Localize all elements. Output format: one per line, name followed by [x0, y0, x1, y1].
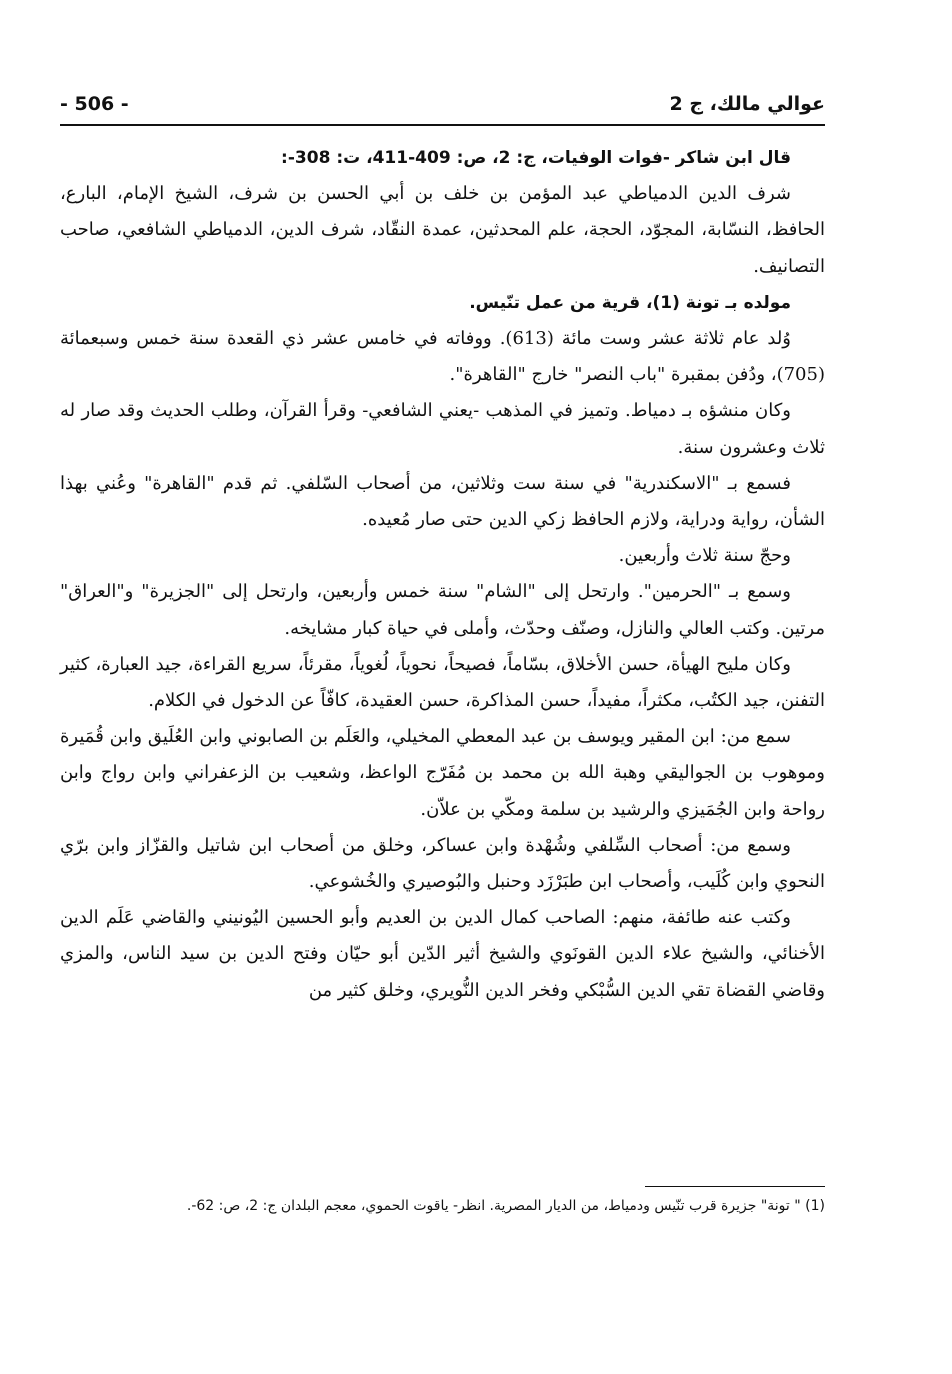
birth-death-paragraph: وُلد عام ثلاثة عشر وست مائة (613). ووفاته في خامس عشر ذي القعدة سنة خمس وسبعمائة (705)، ودُفن بمقبرة "باب النصر" خارج "القاهرة". — [60, 328, 825, 386]
teachers-paragraph: سمع من: ابن المقير ويوسف بن عبد المعطي المخيلي، والعَلَم بن الصابوني وابن العُلَيق وابن قُمَيرة وموهوب بن الجواليقي وهبة الله بن محمد بن مُفَرّج الواعظ، وشعيب بن الزعفراني وابن رواج وابن رواحة وابن الجُمَيزي والرشيد بن سلمة ومكّي بن علاّن. — [60, 726, 825, 820]
footnote: (1) " تونة" جزيرة قرب تنّيس ودمياط، من الديار المصرية. انظر- ياقوت الحموي، معجم البلدان ج: 2، ص: 62-. — [186, 1198, 825, 1214]
travels-paragraph: وسمع بـ "الحرمين". وارتحل إلى "الشام" سنة خمس وأربعين، وارتحل إلى "الجزيرة" و"العراق" مرتين. وكتب العالي والنازل، وصنّف وحدّث، وأملى في حياة كبار مشايخه. — [60, 581, 825, 639]
main-text — [60, 140, 825, 1009]
header-rule — [60, 124, 825, 126]
birthplace-line: مولده بـ تونة (1)، قرية من عمل تنّيس. — [469, 292, 791, 313]
students-paragraph: وكتب عنه طائفة، منهم: الصاحب كمال الدين بن العديم وأبو الحسين اليُونيني والقاضي عَلَم الدين الأخنائي، والشيخ علاء الدين القونَوي والشيخ أثير الدّين أبو حيّان وفتح الدين بن سيد الناس، والمزي وقاضي القضاة تقي الدين السُّبْكي وفخر الدين النُّويري، وخلق كثير من — [60, 907, 825, 1001]
hajj-paragraph: وحجّ سنة ثلاث وأربعين. — [618, 545, 791, 567]
running-title: عوالي مالك، ج 2 — [669, 93, 825, 115]
studies-paragraph: فسمع بـ "الاسكندرية" في سنة ست وثلاثين، من أصحاب السّلفي. ثم قدم "القاهرة" وعُني بهذا الشأن، رواية ودراية، ولازم الحافظ زكي الدين حتى صار مُعيده. — [60, 472, 825, 531]
source-citation: قال ابن شاكر -فوات الوفيات، ج: 2، ص: 409-411، ت: 308-: — [281, 148, 791, 168]
page-number: - 506 - — [60, 93, 129, 115]
biography-intro: شرف الدين الدمياطي عبد المؤمن بن خلف بن أبي الحسن بن شرف، الشيخ الإمام، البارع، الحافظ، النسّابة، المجوّد، الحجة، علم المحدثين، عمدة النقّاد، شرف الدين، الدمياطي الشافعي، صاحب التصانيف. — [60, 183, 825, 277]
page-header — [60, 88, 825, 120]
more-teachers-paragraph: وسمع من: أصحاب السِّلفي وشُهْدة وابن عساكر، وخلق من أصحاب ابن شاتيل والقزّاز وابن برّي النحوي وابن كُلَيب، وأصحاب ابن طبَرْزَد وحنبل والبُوصيري والخُشوعي. — [60, 834, 825, 893]
footnote-rule — [645, 1186, 825, 1187]
character-paragraph: وكان مليح الهيأة، حسن الأخلاق، بسّاماً، فصيحاً، نحوياً، لُغوياً، مقرئاً، سريع القراءة، جيد العبارة، كثير التفنن، جيد الكتُب، مكثراً، مفيداً، حسن المذاكرة، حسن العقيدة، كافّاً عن الدخول في الكلام. — [60, 653, 825, 712]
upbringing-paragraph: وكان منشؤه بـ دمياط. وتميز في المذهب -يعني الشافعي- وقرأ القرآن، وطلب الحديث وقد صار له ثلاث وعشرون سنة. — [60, 400, 825, 458]
